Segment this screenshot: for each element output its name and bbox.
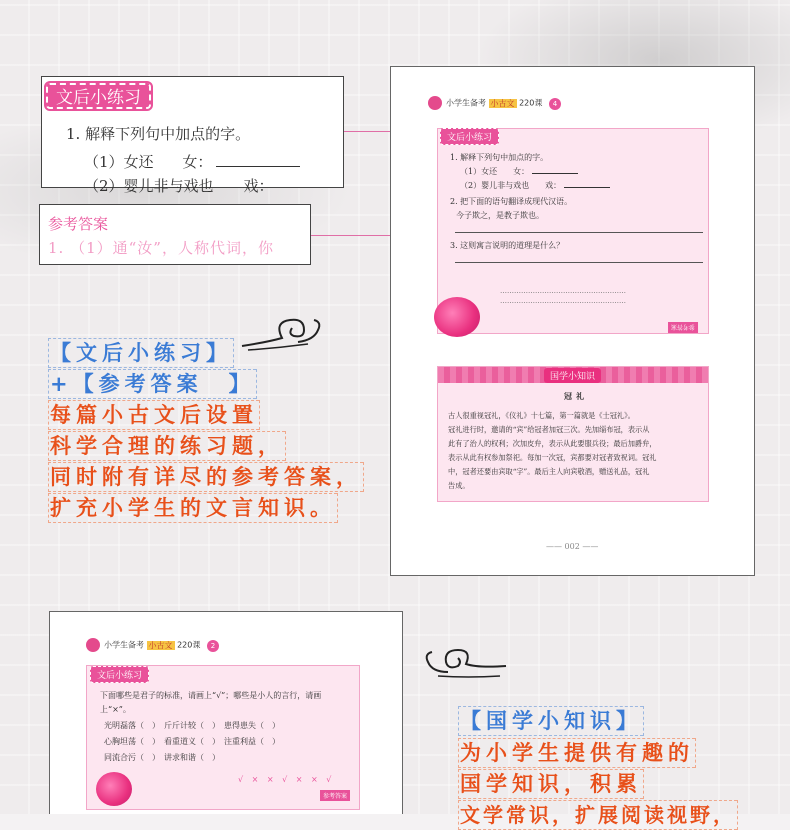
exercise-tag: 文后小练习 [46, 83, 151, 109]
answer-stamp: 参考答案 [320, 790, 350, 801]
grid-cell-row [48, 493, 338, 523]
knowledge-line: 冠礼进行时，邀请的“宾”给冠者加冠三次。先加缁布冠，表示从 [448, 425, 650, 434]
caption-line [48, 431, 286, 461]
cloud-ornament-icon [418, 644, 510, 684]
caption-text: 文学常识，扩展阅读视野， [458, 800, 737, 830]
caption-heading [458, 706, 644, 736]
upside-down-answer-text: ……………………………………………… [500, 300, 626, 308]
caption-text: +【参考答案 】 [48, 369, 256, 399]
exercise-line [460, 180, 610, 191]
grid-cell-row [458, 738, 696, 768]
caption-text: 同时附有详尽的参考答案， [48, 462, 363, 492]
caption-line [48, 462, 364, 492]
exercise-question-1: 1. 解释下列句中加点的字。 [66, 125, 251, 143]
grid-cell-row [458, 769, 644, 799]
flower-decoration-icon [434, 297, 480, 337]
page-header [86, 638, 219, 652]
caption-text: 科学合理的练习题， [48, 431, 285, 461]
knowledge-line: 中，冠者还要由宾取“字”。最后主人向宾敬酒，赠送礼品，冠礼 [448, 467, 650, 476]
upside-down-answer-text: ……………………………………………… [500, 290, 626, 298]
caption-line [458, 800, 738, 830]
exercise-line: 今子欺之，是教子欺也。 [456, 211, 544, 220]
caption-heading [48, 369, 257, 399]
grid-cell-row [48, 369, 257, 399]
exercise-question-1-1 [84, 151, 300, 172]
answer-text: 1. （1）通“汝”，人称代词，你 [48, 239, 274, 257]
cloud-ornament-icon [238, 312, 330, 352]
page-number: —— 002 —— [546, 542, 599, 551]
caption-line [458, 738, 696, 768]
exercise-line: 2. 把下面的语句翻译成现代汉语。 [450, 197, 573, 206]
knowledge-subtitle: 冠礼 [564, 391, 588, 401]
answer-line [455, 232, 703, 233]
grid-cell-row [48, 338, 234, 368]
flower-logo-icon [86, 638, 100, 652]
knowledge-line: 此有了治人的权利；次加皮弁，表示从此要服兵役；最后加爵弁， [448, 439, 657, 448]
caption-line [458, 769, 644, 799]
caption-text: 【文后小练习】 [48, 338, 233, 368]
exercise-line: 上“×”。 [100, 705, 131, 714]
exercise-line-text: （1）女还 女： [460, 167, 530, 176]
grid-cell-row [458, 706, 644, 736]
exercise-line: 心胸坦荡（ ） 看重道义（ ） 注重利益（ ） [104, 737, 280, 746]
header-highlight: 小古文 [490, 98, 515, 108]
header-title: 小学生备考 [104, 640, 144, 650]
exercise-line: 同流合污（ ） 讲求和谐（ ） [104, 753, 220, 762]
knowledge-line: 告成。 [448, 481, 470, 490]
grid-cell-row [48, 400, 260, 430]
exercise-line [460, 166, 578, 177]
exercise-line: 1. 解释下列句中加点的字。 [450, 153, 549, 162]
header-highlight: 小古文 [148, 640, 173, 650]
caption-line [48, 493, 338, 523]
flower-logo-icon [428, 96, 442, 110]
knowledge-line: 古人很重视冠礼，《仪礼》十七篇，第一篇就是《士冠礼》。 [448, 411, 635, 420]
question-prefix: （1）女还 [84, 153, 154, 171]
answer-stamp: 参考答案 [668, 322, 698, 333]
zoom-answer-callout [39, 204, 311, 265]
exercise-tag-small: 文后小练习 [90, 666, 149, 683]
question-word: 女： [182, 153, 213, 171]
grid-cell-row [458, 800, 738, 830]
answer-line [532, 173, 578, 174]
zoom-exercise-callout [41, 76, 344, 195]
caption-line [48, 400, 260, 430]
caption-text: 每篇小古文后设置 [48, 400, 259, 430]
answer-title: 参考答案 [48, 215, 109, 233]
exercise-tag-small: 文后小练习 [440, 128, 499, 145]
grid-cell-row [48, 431, 286, 461]
knowledge-box [437, 366, 709, 502]
answer-line [455, 262, 703, 263]
caption-text: 为小学生提供有趣的 [458, 738, 695, 768]
answer-line [216, 166, 300, 167]
caption-text: 扩充小学生的文言知识。 [48, 493, 337, 523]
page-header [428, 96, 561, 110]
exercise-line: 3. 这则寓言说明的道理是什么？ [450, 241, 565, 250]
header-number: 4 [549, 98, 561, 110]
caption-text: 国学知识，积累 [458, 769, 643, 799]
header-number: 2 [207, 640, 219, 652]
header-count: 220课 [519, 98, 543, 108]
knowledge-line: 表示从此有权参加祭祀。每加一次冠，宾都要对冠者致祝词。冠礼 [448, 453, 657, 462]
header-count: 220课 [177, 640, 201, 650]
answer-line [564, 187, 610, 188]
exercise-question-1-2: （2）婴儿非与戏也 戏： [84, 177, 274, 195]
header-title: 小学生备考 [446, 98, 486, 108]
flower-decoration-icon [96, 772, 132, 806]
exercise-line: 下面哪些是君子的标准，请画上“√”；哪些是小人的言行，请画 [100, 691, 322, 700]
caption-text: 【国学小知识】 [458, 706, 643, 736]
caption-heading [48, 338, 234, 368]
answer-marks: √ × × √ × × √ [238, 775, 335, 784]
grid-cell-row [48, 462, 364, 492]
exercise-line: 光明磊落（ ） 斤斤计较（ ） 患得患失（ ） [104, 721, 280, 730]
knowledge-title: 国学小知识 [544, 368, 601, 383]
exercise-line-text: （2）婴儿非与戏也 戏： [460, 181, 562, 190]
